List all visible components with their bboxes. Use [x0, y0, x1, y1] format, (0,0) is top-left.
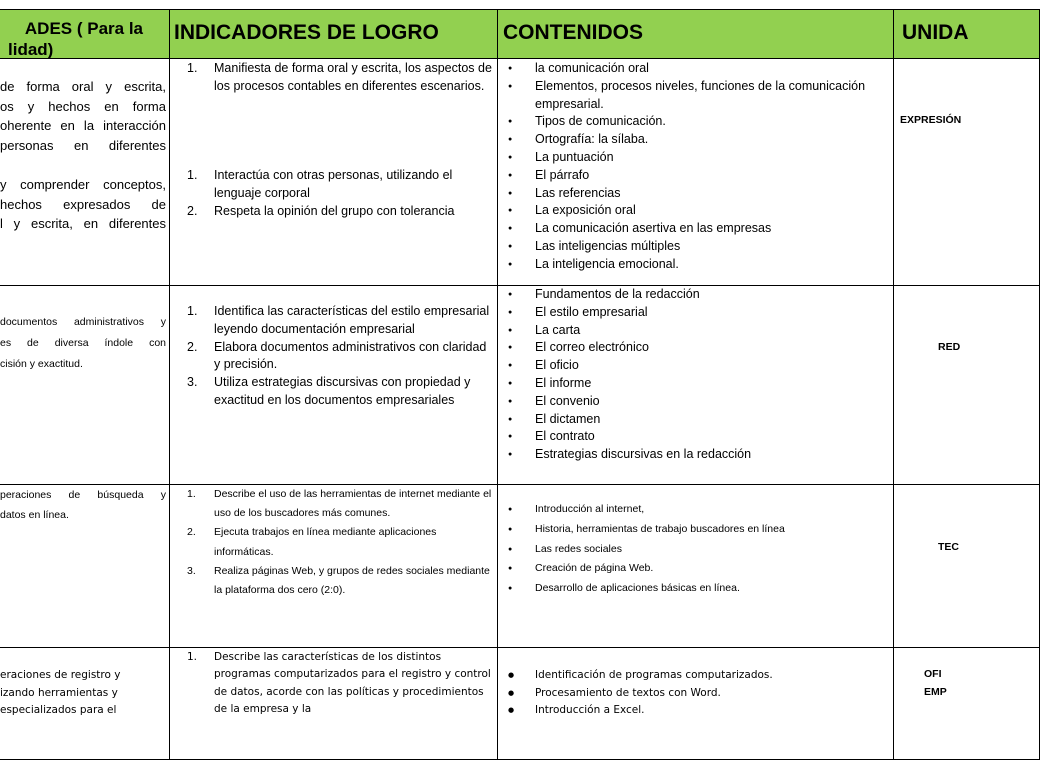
row1-capacidad	[0, 59, 170, 286]
row2-contenido: ● La carta	[498, 322, 890, 340]
row1-cap-line: de forma oral y escrita,	[0, 79, 166, 94]
header-capacidades-line2: lidad)	[8, 40, 54, 59]
row2-contenido: ● El oficio	[498, 357, 890, 375]
row4-cap-line: eraciones de registro y	[0, 669, 121, 681]
row2-capacidad	[0, 286, 170, 485]
row1-contenido: ● Tipos de comunicación.	[498, 113, 890, 131]
row2-unidad-label: RED	[938, 341, 961, 353]
row1-indicador: 1. Manifiesta de forma oral y escrita, los aspectos de los procesos contables en diferentes escenarios.	[187, 61, 492, 93]
row4-unidad	[894, 648, 1040, 760]
row2-cap-line: cisión y exactitud.	[0, 358, 83, 370]
row4-cap-line: izando herramientas y	[0, 686, 118, 699]
row1-contenido: ● La puntuación	[498, 149, 890, 167]
header-capacidades	[0, 9, 170, 59]
row2-contenido: ● El contrato	[498, 428, 890, 446]
row2-contenido: ● El correo electrónico	[498, 339, 890, 357]
row3-cap-line: datos en línea.	[0, 509, 69, 521]
row3-contenidos	[498, 485, 894, 648]
row2-contenido: ● El estilo empresarial	[498, 304, 890, 322]
row1-unidad-label: EXPRESIÓN	[900, 114, 962, 126]
row1-contenido: ● Elementos, procesos niveles, funciones de la comunicación empresarial.	[498, 78, 890, 114]
row4-contenido: ● Identificación de programas computarizados.	[498, 667, 890, 685]
row1-cap-line: hechos expresados de	[0, 196, 166, 212]
row4-contenido: ● Procesamiento de textos con Word.	[498, 685, 890, 703]
row1-contenido: ● La exposición oral	[498, 202, 890, 220]
row3-unidad-label: TEC	[938, 541, 959, 553]
row4-capacidad	[0, 648, 170, 760]
header-unidad-text: UNIDA	[902, 21, 969, 44]
row2-contenido: ● El informe	[498, 375, 890, 393]
header-contenidos-text: CONTENIDOS	[503, 21, 644, 44]
row1-cap-line	[0, 155, 166, 175]
row4-indicadores	[170, 648, 498, 760]
row2-contenido: ● Fundamentos de la redacción	[498, 286, 890, 304]
row3-indicador: 3. Realiza páginas Web, y grupos de redes sociales mediante la plataforma dos cero (2:0).	[187, 564, 490, 597]
row4-indicador: 1. Describe las características de los distintos programas computarizados para el registro y control de datos, acorde con las políticas y procedimientos de la empresa y la	[187, 651, 491, 715]
row1-unidad	[894, 59, 1040, 286]
row1-cap-line: os y hechos en forma	[0, 98, 166, 114]
row1-contenidos	[498, 59, 894, 286]
row3-indicador: 2. Ejecuta trabajos en línea mediante aplicaciones informáticas.	[187, 526, 437, 558]
row4-unidad-label: EMP	[924, 686, 947, 698]
row2-unidad	[894, 286, 1040, 485]
header-capacidades-line1: ADES ( Para la	[24, 19, 143, 38]
row1-cap-line: y comprender conceptos,	[0, 176, 166, 192]
header-unidad	[894, 9, 1040, 59]
row1-contenido: ● La comunicación asertiva en las empresas	[498, 220, 890, 238]
row2-cap-line: documentos administrativos y	[0, 316, 166, 328]
row2-indicador: 3. Utiliza estrategias discursivas con propiedad y exactitud en los documentos empresariales	[187, 375, 471, 407]
row3-cap-line: peraciones de búsqueda y	[0, 489, 166, 501]
row3-capacidad	[0, 485, 170, 648]
row3-indicador: 1. Describe el uso de las herramientas de internet mediante el uso de los buscadores más comunes.	[187, 488, 492, 520]
row3-unidad	[894, 485, 1040, 648]
header-contenidos	[498, 9, 894, 59]
row2-contenidos	[498, 286, 894, 485]
row4-cap-line: especializados para el	[0, 704, 117, 716]
row4-contenidos	[498, 648, 894, 760]
row1-contenido: ● Ortografía: la sílaba.	[498, 131, 890, 149]
row1-indicador: 2. Respeta la opinión del grupo con tolerancia	[187, 203, 455, 218]
row3-contenido: ● Introducción al internet,	[498, 500, 890, 520]
row4-contenido: ● Introducción a Excel.	[498, 702, 890, 720]
row3-contenido: ● Las redes sociales	[498, 540, 890, 560]
row1-cap-line: personas en diferentes	[0, 137, 166, 153]
row3-contenido: ● Creación de página Web.	[498, 559, 890, 579]
row3-contenido: ● Historia, herramientas de trabajo buscadores en línea	[498, 520, 890, 540]
row2-indicador: 2. Elabora documentos administrativos con claridad y precisión.	[187, 339, 487, 372]
row2-indicadores	[170, 286, 498, 485]
header-indicadores	[170, 9, 498, 59]
row1-indicador: 1. Interactúa con otras personas, utilizando el lenguaje corporal	[187, 168, 453, 200]
row3-contenido: ● Desarrollo de aplicaciones básicas en línea.	[498, 579, 890, 599]
row2-contenido: ● El dictamen	[498, 411, 890, 429]
row2-contenido: ● El convenio	[498, 393, 890, 411]
header-indicadores-text: INDICADORES DE LOGRO	[174, 21, 439, 44]
row1-contenido: ● La inteligencia emocional.	[498, 256, 890, 274]
row1-cap-line: oherente en la interacción	[0, 118, 166, 134]
row1-contenido: ● Las inteligencias múltiples	[498, 238, 890, 256]
row4-unidad-label: OFI	[924, 668, 942, 680]
row2-cap-line: es de diversa índole con	[0, 337, 166, 349]
row2-indicador: 1. Identifica las características del estilo empresarial leyendo documentación empresarial	[187, 304, 490, 336]
row3-indicadores	[170, 485, 498, 648]
row1-cap-line: l y escrita, en diferentes	[0, 216, 166, 232]
row1-contenido: ● El párrafo	[498, 167, 890, 185]
row1-indicadores	[170, 59, 498, 286]
row1-contenido: ● Las referencias	[498, 185, 890, 203]
row2-contenido: ● Estrategias discursivas en la redacción	[498, 446, 890, 464]
row1-contenido: ● la comunicación oral	[498, 60, 890, 78]
